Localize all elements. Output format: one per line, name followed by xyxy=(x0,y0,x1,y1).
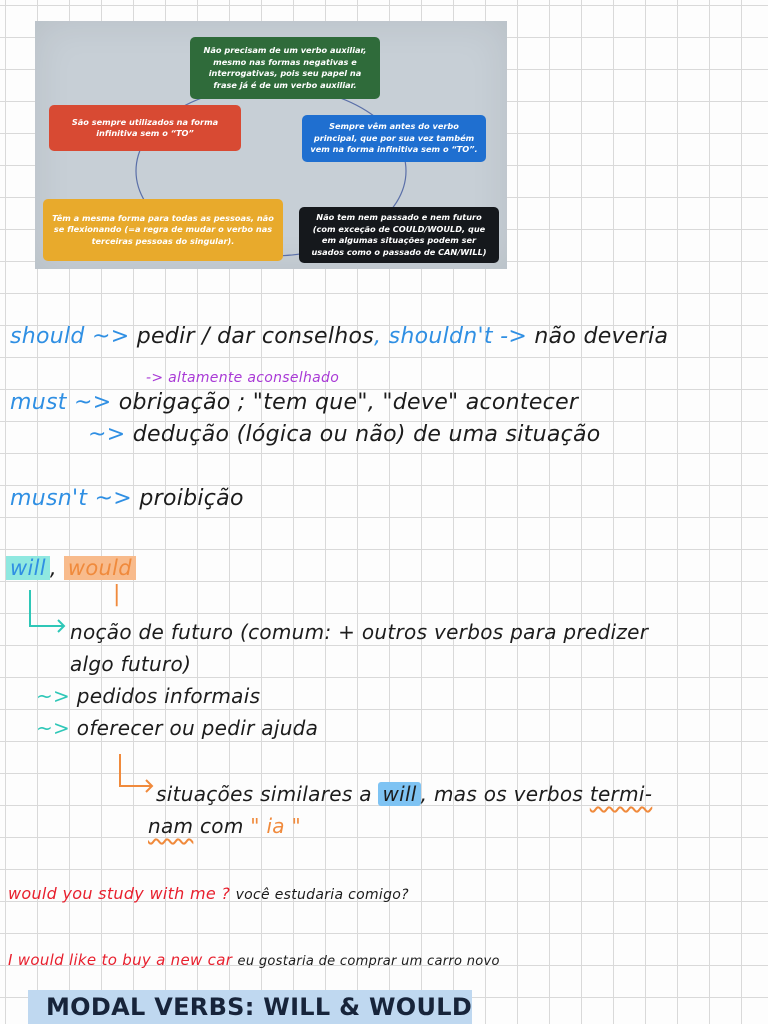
would-use-ending: " ia " xyxy=(250,814,302,838)
should-term: should xyxy=(10,324,85,349)
shouldnt-meaning: não deveria xyxy=(534,324,669,349)
will-comma: , xyxy=(49,556,57,580)
example-2-portuguese: eu gostaria de comprar um carro novo xyxy=(237,954,500,969)
will-branch-arrow xyxy=(20,588,70,638)
would-use-will: will xyxy=(378,782,420,806)
musnt-arrow: ~> xyxy=(94,486,133,511)
must-term: must xyxy=(10,390,67,415)
diagram-box-bottom-right: Não tem nem passado e nem futuro (com exceção de COULD/WOULD, que em algumas situações podem ser usados como o passado de CAN/WILL) xyxy=(299,207,499,263)
diagram-box-bottom-left: Têm a mesma forma para todas as pessoas, não se flexionando (=a regra de mudar o verbo nas terceiras pessoas do singular). xyxy=(43,199,283,261)
would-use-line-2 xyxy=(148,814,301,838)
page-title: MODAL VERBS: WILL & WOULD xyxy=(46,993,473,1021)
musnt-line xyxy=(10,486,244,511)
should-comma: , xyxy=(374,324,382,349)
will-use-2 xyxy=(36,684,260,708)
would-branch-arrow xyxy=(108,752,158,798)
would-use-com: com xyxy=(200,814,244,838)
would-bar: | xyxy=(113,582,121,607)
would-term: would xyxy=(64,556,136,580)
diagram-box-left: São sempre utilizados na forma infinitiva sem o “TO” xyxy=(49,105,241,151)
must-meaning-2: dedução (lógica ou não) de uma situação xyxy=(132,422,601,447)
will-use-1-line-1: noção de futuro (comum: + outros verbos para predizer xyxy=(70,620,649,644)
diagram-box-top: Não precisam de um verbo auxiliar, mesmo nas formas negativas e interrogativas, pois seu papel na frase já é de um verbo auxiliar. xyxy=(190,37,380,99)
would-use-term-end: nam xyxy=(148,814,194,838)
would-use-line-1 xyxy=(156,782,652,806)
will-use-3-arrow: ~> xyxy=(36,716,71,740)
shouldnt-arrow: -> xyxy=(500,324,528,349)
will-use-2-arrow: ~> xyxy=(36,684,71,708)
will-term: will xyxy=(6,556,50,580)
will-use-3-text: oferecer ou pedir ajuda xyxy=(76,716,319,740)
will-would-header xyxy=(6,556,136,580)
would-use-prefix: situações similares a xyxy=(156,782,372,806)
should-line xyxy=(10,324,668,349)
must-line-2 xyxy=(88,422,601,447)
shouldnt-term: shouldn't xyxy=(388,324,493,349)
example-2 xyxy=(8,950,500,969)
would-use-term: termi- xyxy=(589,782,653,806)
diagram-box-right: Sempre vêm antes do verbo principal, que por sua vez também vem na forma infinitiva sem o “TO”. xyxy=(302,115,486,162)
musnt-meaning: proibição xyxy=(139,486,244,511)
must-arrow: ~> xyxy=(73,390,112,415)
must-annotation: -> altamente aconselhado xyxy=(146,370,340,386)
musnt-term: musn't xyxy=(10,486,88,511)
example-1-portuguese: você estudaria comigo? xyxy=(235,887,409,903)
example-1 xyxy=(8,884,409,903)
diagram-photo xyxy=(35,21,507,269)
will-use-2-text: pedidos informais xyxy=(76,684,261,708)
example-2-english: I would like to buy a new car xyxy=(8,951,233,969)
must-line xyxy=(10,390,578,415)
example-1-english: would you study with me ? xyxy=(8,884,231,903)
must-arrow-2: ~> xyxy=(88,422,126,447)
would-use-mid: , mas os verbos xyxy=(420,782,584,806)
should-meaning: pedir / dar conselhos xyxy=(136,324,375,349)
must-meaning-1: obrigação ; "tem que", "deve" acontecer xyxy=(118,390,579,415)
will-use-3 xyxy=(36,716,318,740)
will-use-1-line-2: algo futuro) xyxy=(70,652,192,676)
should-arrow: ~> xyxy=(91,324,130,349)
